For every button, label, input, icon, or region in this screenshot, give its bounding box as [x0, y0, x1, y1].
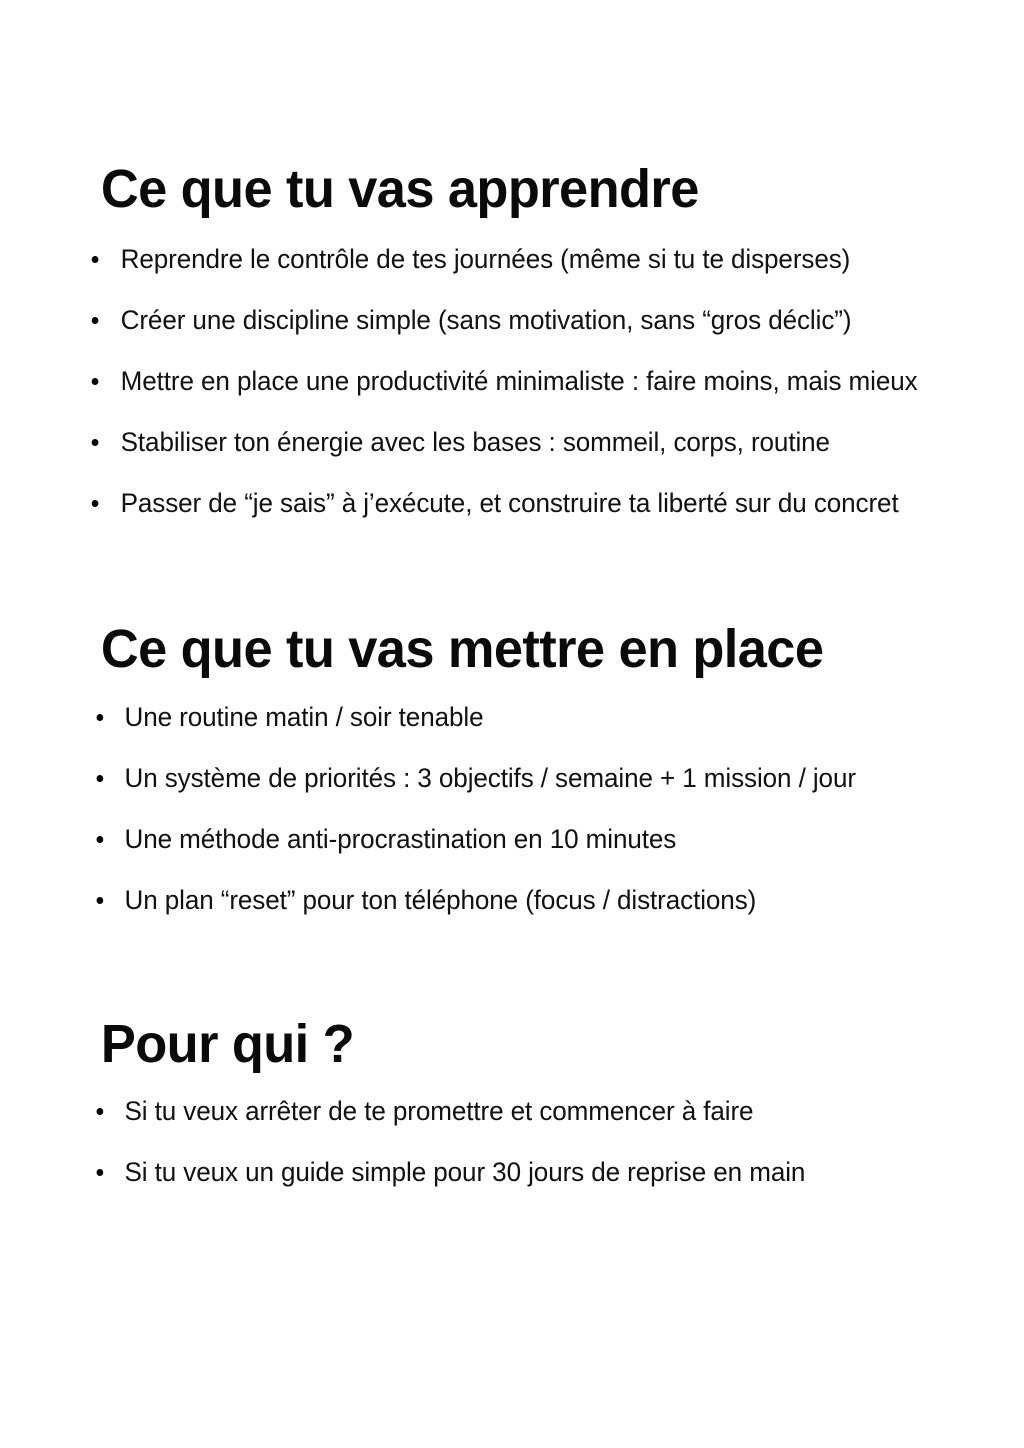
section-ce-que-tu-vas-mettre-en-place	[0, 618, 1024, 915]
section-ce-que-tu-vas-apprendre	[0, 158, 1024, 518]
list-item: Passer de “je sais” à j’exécute, et construire ta liberté sur du concret	[0, 488, 988, 518]
section-heading: Ce que tu vas mettre en place	[100, 619, 824, 679]
list-item: Si tu veux un guide simple pour 30 jours de reprise en main	[0, 1157, 988, 1187]
list-item: Mettre en place une productivité minimaliste : faire moins, mais mieux	[0, 366, 988, 396]
list-item: Si tu veux arrêter de te promettre et commencer à faire	[0, 1096, 988, 1126]
bullet-list	[0, 244, 1024, 518]
list-item: Un système de priorités : 3 objectifs / semaine + 1 mission / jour	[0, 763, 988, 793]
list-item: Une routine matin / soir tenable	[0, 702, 988, 732]
list-item: Stabiliser ton énergie avec les bases : sommeil, corps, routine	[0, 427, 988, 457]
section-heading: Ce que tu vas apprendre	[100, 159, 699, 219]
list-item: Une méthode anti-procrastination en 10 minutes	[0, 824, 988, 854]
list-item: Créer une discipline simple (sans motivation, sans “gros déclic”)	[0, 305, 988, 335]
bullet-list	[0, 702, 1024, 915]
section-pour-qui	[0, 1013, 1024, 1187]
list-item: Reprendre le contrôle de tes journées (même si tu te disperses)	[0, 244, 988, 274]
section-heading: Pour qui ?	[100, 1014, 355, 1074]
list-item: Un plan “reset” pour ton téléphone (focus / distractions)	[0, 885, 988, 915]
bullet-list	[0, 1096, 1024, 1187]
